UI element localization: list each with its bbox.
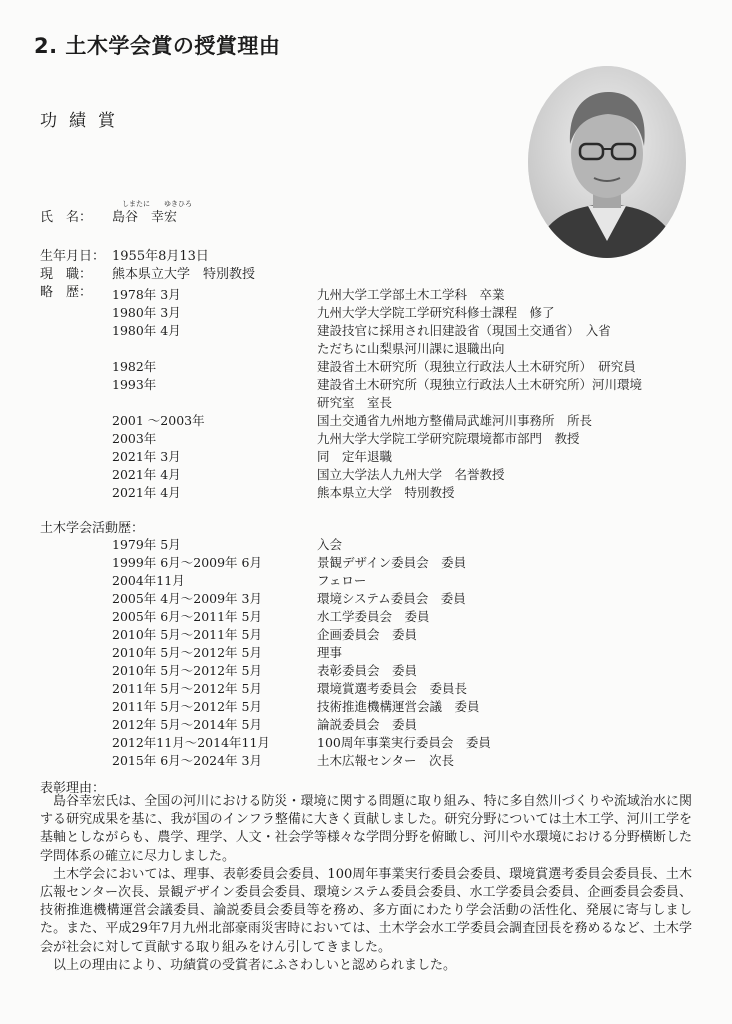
history-date: 1982年 (112, 359, 157, 374)
activity-date: 1999年 6月～2009年 6月 (112, 555, 262, 570)
reason-title: 表彰理由： (40, 781, 106, 796)
activity-date: 2012年 5月～2014年 5月 (112, 717, 262, 732)
reason-paragraph: 土木学会においては、理事、表彰委員会委員、100周年事業実行委員会委員、環境賞選考委員会委員長、土木広報センター次長、景観デザイン委員会委員、環境システム委員会委員、水工学委員会委員、企画委員会委員、技術推進機構運営会議委員、論説委員会委員等を務め、多方面にわたり学会活動の活性化、発展に寄与しました。また、平成29年7月九州北部豪雨災害時においては、土木学会水工学委員会調査団長を務めるなど、土木学会が社会に対して貢献する取り組みをけん引してきました。 (40, 866, 692, 955)
history-date: 1978年 3月 (112, 287, 181, 302)
activity-desc: 水工学委員会 委員 (317, 609, 430, 624)
activity-desc: 技術推進機構運営会議 委員 (317, 699, 480, 714)
name-ruby: しまたに ゆきひろ (122, 200, 192, 208)
history-desc: 国立大学法人九州大学 名誉教授 (317, 467, 505, 482)
history-desc: 研究室 室長 (317, 395, 393, 410)
activity-desc: フェロー (317, 573, 367, 588)
activity-desc: 表彰委員会 委員 (317, 663, 418, 678)
history-date: 2001 ～2003年 (112, 413, 205, 428)
history-label: 略 歴： (40, 285, 93, 300)
history-desc: 同 定年退職 (317, 449, 393, 464)
activity-desc: 景観デザイン委員会 委員 (317, 555, 467, 570)
name-label: 氏 名： (40, 210, 93, 225)
history-desc: 熊本県立大学 特別教授 (317, 485, 455, 500)
activity-desc: 入会 (317, 537, 343, 552)
activities-title: 土木学会活動歴： (40, 521, 145, 536)
activity-date: 2005年 4月～2009年 3月 (112, 591, 262, 606)
activity-date: 2010年 5月～2012年 5月 (112, 645, 262, 660)
activity-desc: 環境システム委員会 委員 (317, 591, 466, 606)
award-name: 功績賞 (40, 111, 127, 131)
history-date: 1980年 4月 (112, 323, 181, 338)
reason-paragraph: 以上の理由により、功績賞の受賞者にふさわしいと認められました。 (53, 957, 457, 973)
activity-desc: 環境賞選考委員会 委員長 (317, 681, 468, 696)
history-desc: 建設省土木研究所（現独立行政法人土木研究所） 研究員 (317, 359, 636, 374)
activity-desc: 論説委員会 委員 (317, 717, 418, 732)
award-reason (40, 793, 692, 975)
history-date: 2021年 3月 (112, 449, 181, 464)
recipient-name: 島谷 幸宏 (112, 210, 178, 225)
history-desc: 建設技官に採用され旧建設省（現国土交通省） 入省 (317, 323, 611, 338)
current-position-label: 現 職： (40, 267, 93, 282)
activity-desc: 100周年事業実行委員会 委員 (317, 735, 491, 750)
birth-label: 生年月日： (40, 249, 106, 264)
history-desc: 九州大学大学院工学研究科修士課程 修了 (317, 305, 555, 320)
activity-date: 2011年 5月～2012年 5月 (112, 699, 262, 714)
history-date: 2003年 (112, 431, 157, 446)
history-date: 1980年 3月 (112, 305, 181, 320)
activity-desc: 理事 (317, 645, 343, 660)
activity-desc: 企画委員会 委員 (317, 627, 418, 642)
activity-date: 2004年11月 (112, 573, 185, 588)
activity-date: 2012年11月～2014年11月 (112, 735, 270, 750)
history-date: 1993年 (112, 377, 157, 392)
activity-date: 2005年 6月～2011年 5月 (112, 609, 262, 624)
activity-date: 2010年 5月～2011年 5月 (112, 627, 262, 642)
history-desc: 九州大学工学部土木工学科 卒業 (317, 287, 505, 302)
activity-date: 2010年 5月～2012年 5月 (112, 663, 262, 678)
history-desc: 国土交通省九州地方整備局武雄河川事務所 所長 (317, 413, 593, 428)
birth-date: 1955年8月13日 (112, 249, 209, 264)
history-desc: 九州大学大学院工学研究院環境都市部門 教授 (317, 431, 580, 446)
portrait-photo (528, 66, 686, 258)
activity-desc: 土木広報センター 次長 (317, 753, 455, 768)
history-date: 2021年 4月 (112, 485, 181, 500)
history-date: 2021年 4月 (112, 467, 181, 482)
page-title: 2. 土木学会賞の授賞理由 (34, 34, 281, 58)
current-position: 熊本県立大学 特別教授 (112, 267, 256, 282)
activity-date: 1979年 5月 (112, 537, 181, 552)
history-desc: ただちに山梨県河川課に退職出向 (317, 341, 505, 356)
reason-paragraph: 島谷幸宏氏は、全国の河川における防災・環境に関する問題に取り組み、特に多自然川づくりや流域治水に関する研究成果を基に、我が国のインフラ整備に大きく貢献しました。研究分野については土木工学、河川工学を基軸としながらも、農学、理学、人文・社会学等様々な学問分野を俯瞰し、河川や水環境における分野横断した学問体系の確立に尽力しました。 (40, 794, 692, 864)
activity-date: 2011年 5月～2012年 5月 (112, 681, 262, 696)
activity-date: 2015年 6月～2024年 3月 (112, 753, 262, 768)
history-desc: 建設省土木研究所（現独立行政法人土木研究所）河川環境 (317, 377, 643, 392)
